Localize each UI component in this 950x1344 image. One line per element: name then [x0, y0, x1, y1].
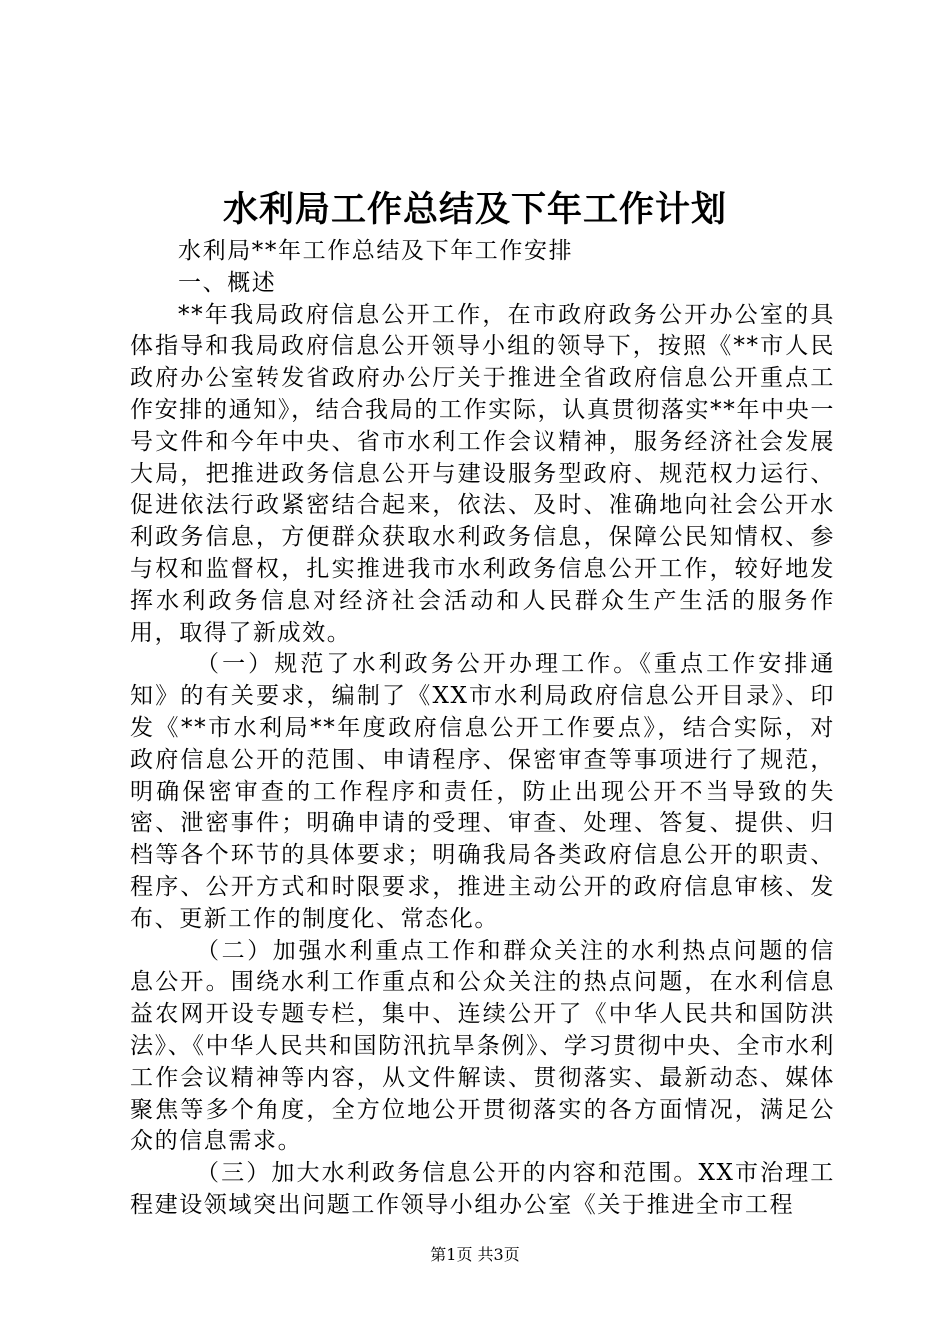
paragraph-item-1: （一）规范了水利政务公开办理工作。《重点工作安排通知》的有关要求，编制了《XX市水利局政府信息公开目录》、印发《**市水利局**年度政府信息公开工作要点》，结合实际，对政府信息公开的范围、申请程序、保密审查等事项进行了规范，明确保密审查的工作程序和责任，防止出现公开不当导致的失密、泄密事件；明确申请的受理、审查、处理、答复、提供、归档等各个环节的具体要求；明确我局各类政府信息公开的职责、程序、公开方式和时限要求，推进主动公开的政府信息审核、发布、更新工作的制度化、常态化。	[130, 651, 835, 932]
paragraph-item-3: （三）加大水利政务信息公开的内容和范围。XX市治理工程建设领域突出问题工作领导小组办公室《关于推进全市工程	[130, 1160, 835, 1218]
document-subtitle: 水利局**年工作总结及下年工作安排	[178, 238, 574, 264]
paragraph-item-2: （二）加强水利重点工作和群众关注的水利热点问题的信息公开。围绕水利工作重点和公众关注的热点问题，在水利信息益农网开设专题专栏，集中、连续公开了《中华人民共和国防洪法》、《中华人民共和国防汛抗旱条例》、学习贯彻中央、全市水利工作会议精神等内容，从文件解读、贯彻落实、最新动态、媒体聚焦等多个角度，全方位地公开贯彻落实的各方面情况，满足公众的信息需求。	[130, 937, 835, 1155]
paragraph-overview: **年我局政府信息公开工作，在市政府政务公开办公室的具体指导和我局政府信息公开领导小组的领导下，按照《**市人民政府办公室转发省政府办公厅关于推进全省政府信息公开重点工作安排的通知》，结合我局的工作实际，认真贯彻落实**年中央一号文件和今年中央、省市水利工作会议精神，服务经济社会发展大局，把推进政务信息公开与建设服务型政府、规范权力运行、促进依法行政紧密结合起来，依法、及时、准确地向社会公开水利政务信息，方便群众获取水利政务信息，保障公民知情权、参与权和监督权，扎实推进我市水利政务信息公开工作，较好地发挥水利政务信息对经济社会活动和人民群众生产生活的服务作用，取得了新成效。	[130, 301, 835, 646]
page-number-footer: 第1页 共3页	[430, 1245, 520, 1264]
section-heading: 一、概述	[178, 269, 277, 296]
document-title: 水利局工作总结及下年工作计划	[222, 189, 727, 230]
document-body	[130, 236, 835, 1222]
